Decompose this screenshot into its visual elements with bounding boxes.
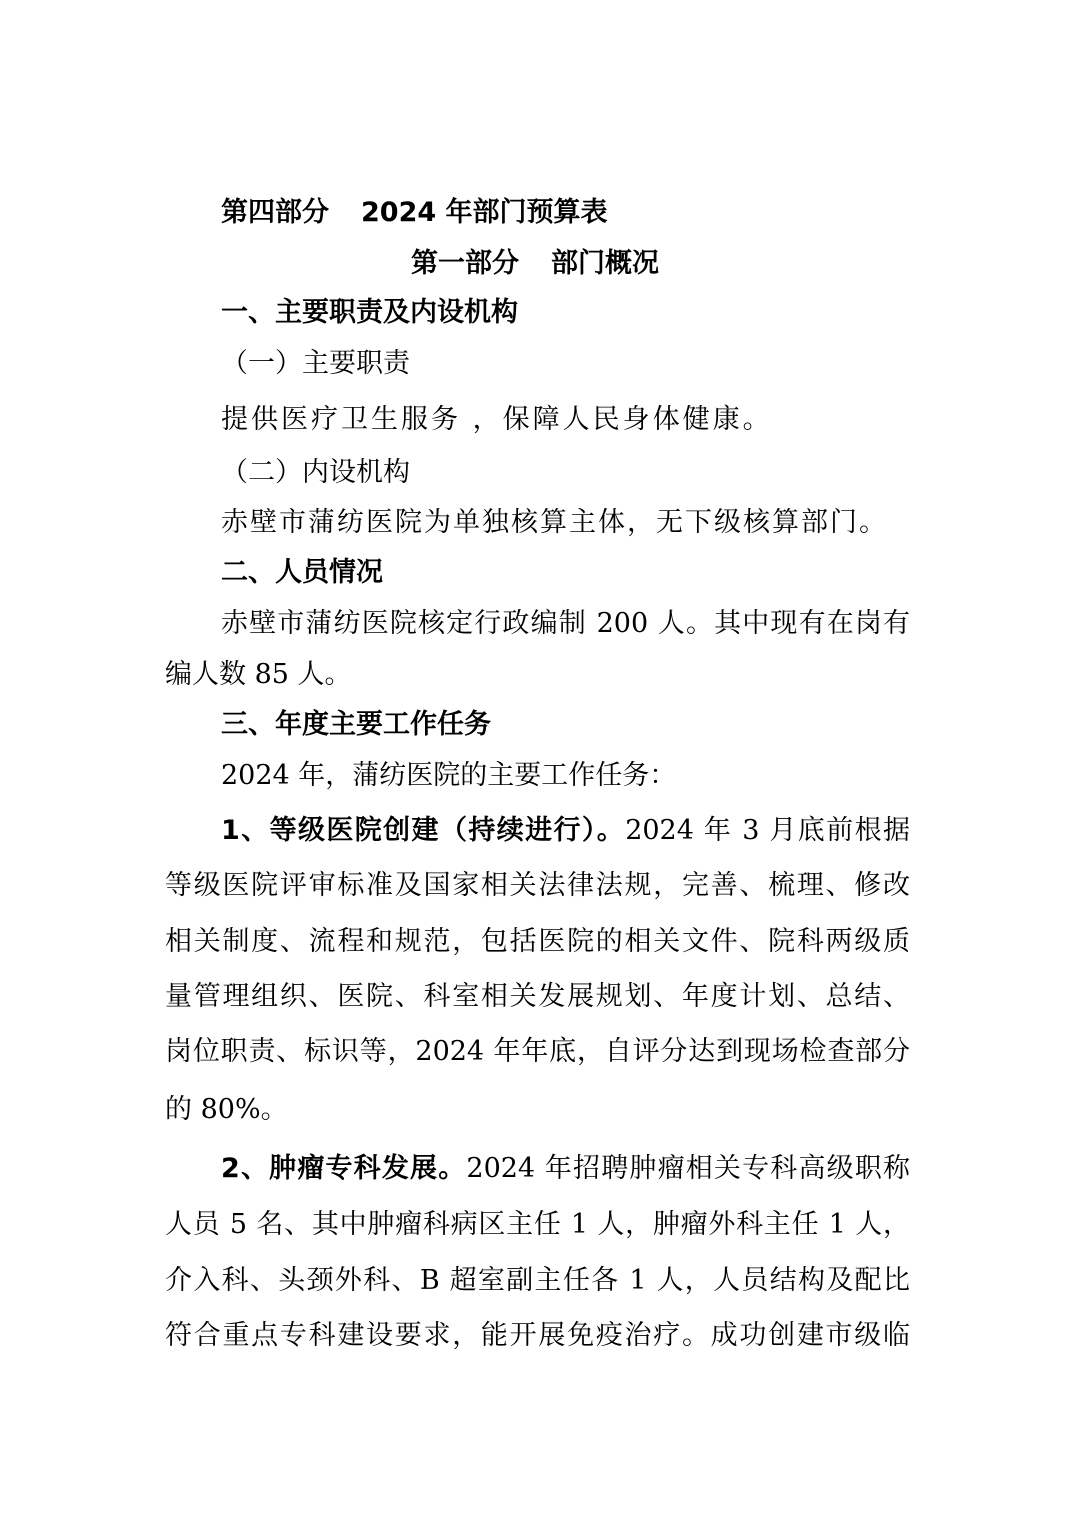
task1-lead: 1、等级医院创建（持续进行）。 bbox=[221, 815, 626, 846]
section2-line-2: 编人数 85 人。 bbox=[165, 659, 352, 690]
task1-line-2: 等级医院评审标准及国家相关法律法规，完善、梳理、修改 bbox=[165, 870, 910, 901]
section1-sub2-heading: （二）内设机构 bbox=[221, 457, 410, 488]
section3-intro: 2024 年，蒲纺医院的主要工作任务： bbox=[221, 760, 677, 791]
part1-title bbox=[411, 250, 659, 277]
task1-line-4: 量管理组织、医院、科室相关发展规划、年度计划、总结、 bbox=[165, 981, 910, 1012]
task2-line-3: 介入科、头颈外科、B 超室副主任各 1 人，人员结构及配比 bbox=[165, 1265, 910, 1296]
task1-line-1 bbox=[221, 817, 910, 844]
task2-line-4: 符合重点专科建设要求，能开展免疫治疗。成功创建市级临 bbox=[165, 1320, 910, 1351]
task1-line-6: 的 80%。 bbox=[165, 1094, 288, 1125]
part4-label: 第四部分 bbox=[221, 197, 329, 228]
task1-line-3: 相关制度、流程和规范，包括医院的相关文件、院科两级质 bbox=[165, 926, 910, 957]
part4-title bbox=[221, 199, 608, 226]
part1-label: 第一部分 bbox=[411, 248, 519, 279]
part4-subtitle: 2024 年部门预算表 bbox=[361, 197, 608, 228]
section1-sub2-text: 赤壁市蒲纺医院为单独核算主体，无下级核算部门。 bbox=[221, 507, 888, 538]
task2-line-1 bbox=[221, 1155, 910, 1182]
section1-heading: 一、主要职责及内设机构 bbox=[221, 297, 518, 328]
section2-line-1: 赤壁市蒲纺医院核定行政编制 200 人。其中现有在岗有 bbox=[221, 608, 910, 639]
task2-first-rest: 2024 年招聘肿瘤相关专科高级职称 bbox=[466, 1153, 910, 1184]
task2-line-2: 人员 5 名、其中肿瘤科病区主任 1 人，肿瘤外科主任 1 人， bbox=[165, 1209, 910, 1240]
section1-sub1-text: 提供医疗卫生服务 ，保障人民身体健康。 bbox=[221, 404, 773, 435]
section2-heading: 二、人员情况 bbox=[221, 557, 383, 588]
section1-sub1-heading: （一）主要职责 bbox=[221, 348, 410, 379]
task1-first-rest: 2024 年 3 月底前根据 bbox=[625, 815, 910, 846]
section3-heading: 三、年度主要工作任务 bbox=[221, 709, 491, 740]
part1-subtitle: 部门概况 bbox=[551, 248, 659, 279]
task1-line-5: 岗位职责、标识等，2024 年年底，自评分达到现场检查部分 bbox=[165, 1036, 910, 1067]
task2-lead: 2、肿瘤专科发展。 bbox=[221, 1153, 467, 1184]
